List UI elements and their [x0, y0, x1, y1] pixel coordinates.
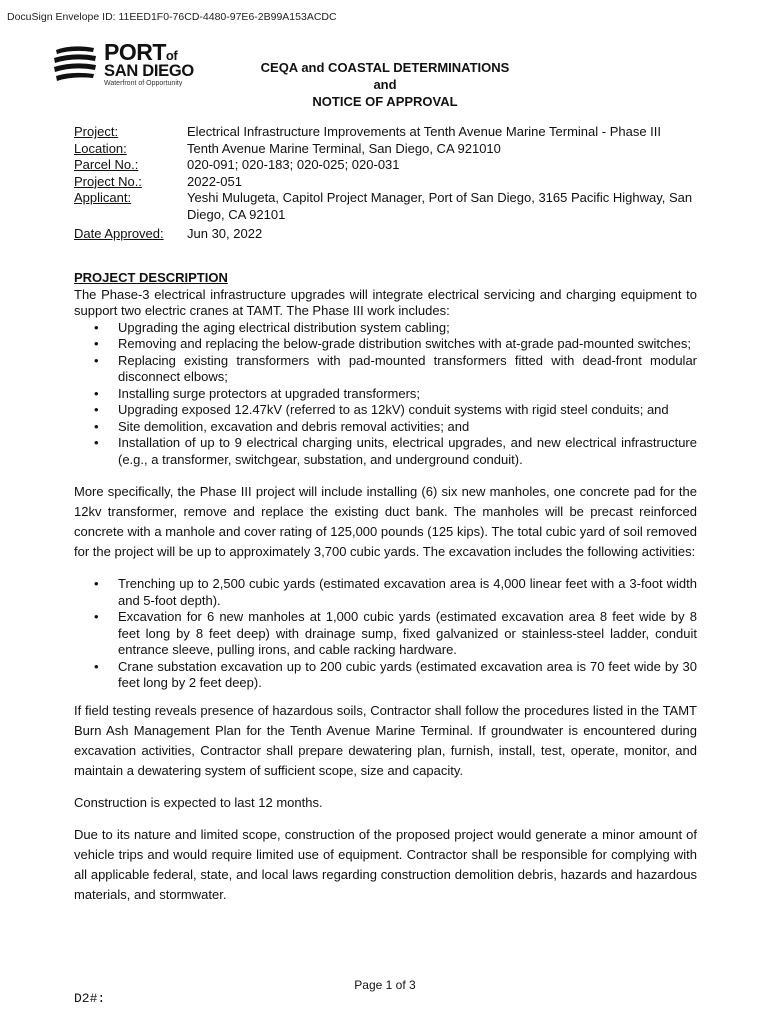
list-item: • Removing and replacing the below-grade distribution switches with at-grade pad-mounted switches; — [74, 336, 697, 353]
excavation-list — [74, 576, 697, 692]
field-label: Applicant: — [74, 190, 132, 205]
limited-scope-paragraph: Due to its nature and limited scope, construction of the proposed project would generate a minor amount of vehicle trips and would require limited use of equipment. Contractor shall be responsible for complying with all applicable federal, state, and local laws regarding construction demolition debris, hazards and hazardous materials, and stormwater. — [74, 826, 697, 902]
heading-line-2: and — [373, 77, 397, 92]
field-label: Date Approved: — [74, 226, 164, 241]
list-item: • Installation of up to 9 electrical charging units, electrical upgrades, and new electrical infrastructure (e.g., a transformer, switchgear, substation, and underground conduit). — [74, 435, 697, 468]
work-list — [74, 320, 697, 469]
field-date-approved — [74, 226, 707, 243]
document-heading — [226, 59, 544, 110]
document-body — [74, 270, 697, 905]
list-item: • Trenching up to 2,500 cubic yards (estimated excavation area is 4,000 linear feet with a 3-foot width and 5-foot depth). — [74, 576, 697, 609]
d2-number: D2#: — [74, 991, 106, 1006]
list-item: • Site demolition, excavation and debris removal activities; and — [74, 419, 697, 436]
field-location — [74, 141, 707, 158]
duration-paragraph: Construction is expected to last 12 months. — [74, 794, 323, 810]
logo-san-diego-text: SAN DIEGO — [104, 62, 194, 80]
list-item: • Installing surge protectors at upgraded transformers; — [74, 386, 697, 403]
field-applicant — [74, 190, 707, 223]
logo-port-text: PORTof — [104, 39, 178, 65]
field-label: Parcel No.: — [74, 157, 139, 172]
field-label: Location: — [74, 140, 127, 156]
field-value: 020-091; 020-183; 020-025; 020-031 — [187, 157, 400, 172]
port-of-san-diego-logo — [52, 40, 212, 92]
list-item: • Upgrading exposed 12.47kV (referred to as 12kV) conduit systems with rigid steel conduits; and — [74, 402, 697, 419]
field-parcel — [74, 157, 707, 174]
field-label: Project No.: — [74, 173, 142, 189]
page-number: Page 1 of 3 — [354, 978, 416, 992]
project-fields — [74, 124, 707, 243]
list-item: • Upgrading the aging electrical distribution system cabling; — [74, 320, 697, 337]
field-value: 2022-051 — [187, 173, 242, 189]
field-value: Electrical Infrastructure Improvements at Tenth Avenue Marine Terminal - Phase III — [187, 124, 661, 139]
section-title: PROJECT DESCRIPTION — [74, 270, 228, 285]
hazard-paragraph: If field testing reveals presence of hazardous soils, Contractor shall follow the procedures listed in the TAMT Burn Ash Management Plan for the Tenth Avenue Marine Terminal. If groundwater is encountered during excavation activities, Contractor shall prepare dewatering plan, furnish, install, test, operate, monitor, and maintain a dewatering system of sufficient scope, size and capacity. — [74, 702, 697, 778]
field-project-no — [74, 174, 707, 191]
list-item: • Excavation for 6 new manholes at 1,000 cubic yards (estimated excavation area 8 feet wide by 8 feet long by 8 feet deep) with drainage sump, fixed galvanized or stainless-steel ladder, conduit entrance sleeve, pulling irons, and cable racking hardware. — [74, 609, 697, 659]
docusign-envelope-id: DocuSign Envelope ID: 11EED1F0-76CD-4480-97E6-2B99A153ACDC — [7, 11, 337, 23]
field-label: Project: — [74, 124, 119, 139]
field-project — [74, 124, 707, 141]
logo-tagline: Waterfront of Opportunity — [104, 80, 183, 87]
heading-line-3: NOTICE OF APPROVAL — [312, 94, 458, 109]
intro-paragraph: The Phase-3 electrical infrastructure upgrades will integrate electrical servicing and charging equipment to support two electric cranes at TAMT. The Phase III work includes: — [74, 286, 697, 318]
specifics-paragraph: More specifically, the Phase III project will include installing (6) six new manholes, one concrete pad for the 12kv transformer, remove and replace the existing duct bank. The manholes will be precast reinforced concrete with a manhole and cover rating of 125,000 pounds (125 kips). The total cubic yard of soil removed for the project will be up to approximately 3,700 cubic yards. The excavation includes the following activities: — [74, 484, 697, 559]
field-value: Jun 30, 2022 — [187, 226, 263, 241]
field-value: Tenth Avenue Marine Terminal, San Diego, CA 921010 — [187, 140, 501, 156]
port-waves-icon — [52, 42, 98, 86]
field-value: Yeshi Mulugeta, Capitol Project Manager, Port of San Diego, 3165 Pacific Highway, San Diego, CA 92101 — [187, 190, 693, 222]
list-item: • Crane substation excavation up to 200 cubic yards (estimated excavation area is 70 feet wide by 30 feet long by 2 feet deep). — [74, 659, 697, 692]
heading-line-1: CEQA and COASTAL DETERMINATIONS — [260, 60, 510, 75]
list-item: • Replacing existing transformers with pad-mounted transformers fitted with dead-front modular disconnect elbows; — [74, 353, 697, 386]
